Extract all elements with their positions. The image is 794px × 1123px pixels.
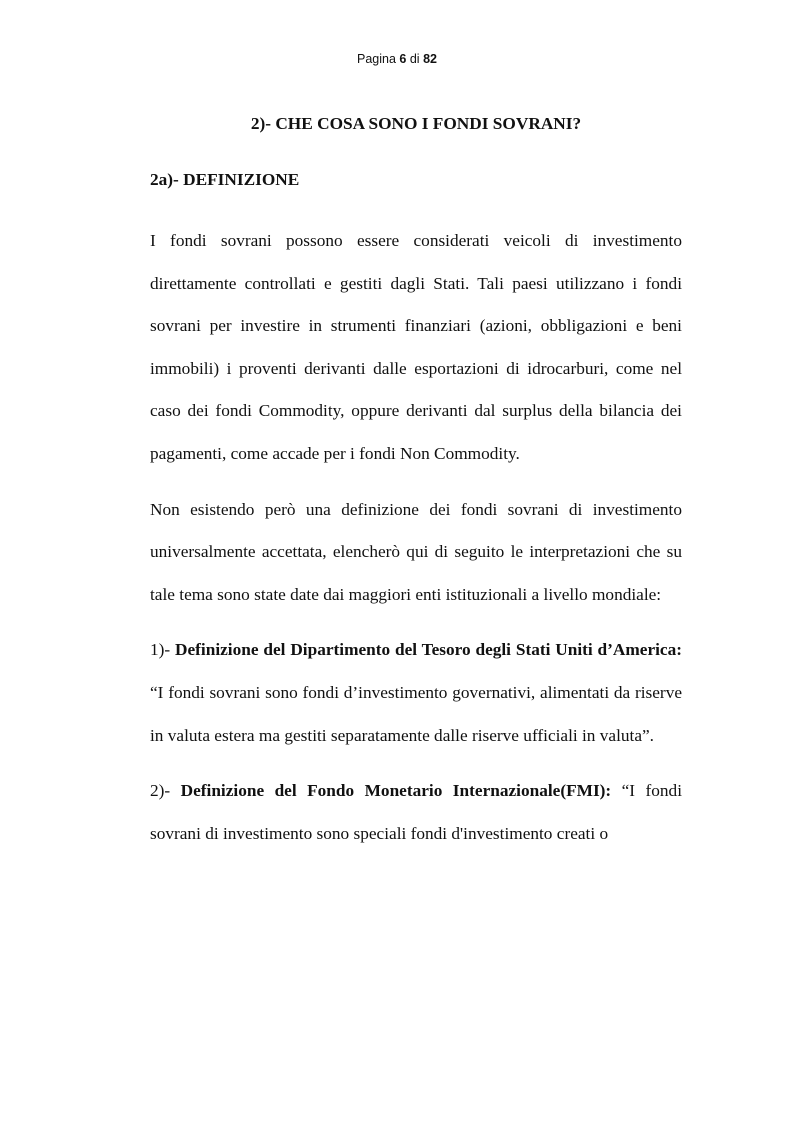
section-title: 2)- CHE COSA SONO I FONDI SOVRANI?: [250, 114, 582, 133]
definition-imf: [150, 770, 682, 855]
second-paragraph: Non esistendo però una definizione dei fondi sovrani di investimento universalmente accettata, elencherò qui di seguito le interpretazioni che su tale tema sono state date dai maggiori enti istituzionali a livello mondiale:: [150, 499, 682, 604]
page-of-label: di: [409, 52, 420, 66]
page-number: 6: [399, 52, 407, 66]
definition-text: “I fondi sovrani di investimento sono speciali fondi d'investimento creati o: [150, 781, 682, 843]
subsection-title: 2a)- DEFINIZIONE: [150, 170, 300, 189]
document-body: [150, 106, 682, 855]
intro-paragraph: I fondi sovrani possono essere considerati veicoli di investimento direttamente controllati e gestiti dagli Stati. Tali paesi utilizzano i fondi sovrani per investire in strumenti finanziari (azioni, obbligazioni e beni immobili) i proventi derivanti dalle esportazioni di idrocarburi, come nel caso dei fondi Commodity, oppure derivanti dal surplus della bilancia dei pagamenti, come accade per i fondi Non Commodity.: [150, 231, 682, 463]
page-header: [0, 50, 794, 68]
definition-text: “I fondi sovrani sono fondi d’investimento governativi, alimentati da riserve in valuta estera ma gestiti separatamente dalle riserve ufficiali in valuta”.: [150, 682, 682, 745]
definition-heading: Definizione del Dipartimento del Tesoro degli Stati Uniti d’America:: [175, 640, 682, 660]
page-label: Pagina: [357, 52, 396, 66]
definition-treasury: [150, 629, 682, 757]
page-total: 82: [423, 52, 437, 66]
definition-number: 1)-: [150, 640, 176, 660]
definition-heading: Definizione del Fondo Monetario Internazionale(FMI):: [180, 781, 612, 801]
definition-number: 2)-: [150, 781, 181, 801]
